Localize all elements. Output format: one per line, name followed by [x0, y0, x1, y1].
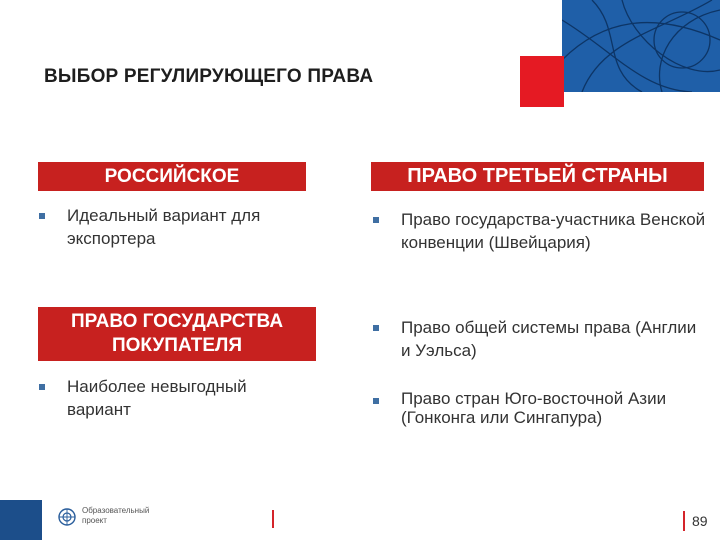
bullet-text: Право стран Юго-восточной Азии (Гонконга или Сингапура) [401, 389, 667, 427]
bullet-third-country-3 [367, 389, 707, 427]
bullet-text: Право государства-участника Венской конвенции (Швейцария) [401, 210, 706, 252]
bullet-third-country-2 [367, 316, 707, 362]
footer-logo-text [82, 506, 149, 526]
red-accent-square [520, 56, 564, 107]
bullet-marker [39, 384, 45, 390]
header-buyer-line2: ПОКУПАТЕЛЯ [111, 335, 243, 356]
bullet-marker [39, 213, 45, 219]
header-buyer-line1: ПРАВО ГОСУДАРСТВА [70, 311, 284, 332]
project-logo-icon [58, 508, 76, 526]
bullet-third-country-1 [367, 208, 707, 254]
header-third-country-law: ПРАВО ТРЕТЬЕЙ СТРАНЫ [371, 162, 704, 191]
logo-line1: Образовательный [82, 506, 150, 515]
page-number-divider [683, 511, 685, 531]
footer-blue-block [0, 500, 42, 540]
bullet-marker [373, 217, 379, 223]
bullet-marker [373, 325, 379, 331]
bullet-marker [373, 398, 379, 404]
header-russian-law: РОССИЙСКОЕ [38, 162, 306, 191]
bullet-russian-law [33, 204, 313, 250]
bullet-buyer-state-law [33, 375, 313, 421]
bullet-text: Право общей системы права (Англии и Уэльса) [401, 318, 697, 360]
page-number: 89 [692, 513, 708, 529]
decorative-pattern [562, 0, 720, 92]
bullet-text: Наиболее невыгодный вариант [67, 377, 247, 419]
logo-line2: проект [82, 516, 107, 525]
footer-divider [272, 510, 274, 528]
bullet-text: Идеальный вариант для экспортера [67, 206, 261, 248]
header-buyer-state-law [38, 307, 316, 361]
slide-title: ВЫБОР РЕГУЛИРУЮЩЕГО ПРАВА [44, 66, 374, 87]
